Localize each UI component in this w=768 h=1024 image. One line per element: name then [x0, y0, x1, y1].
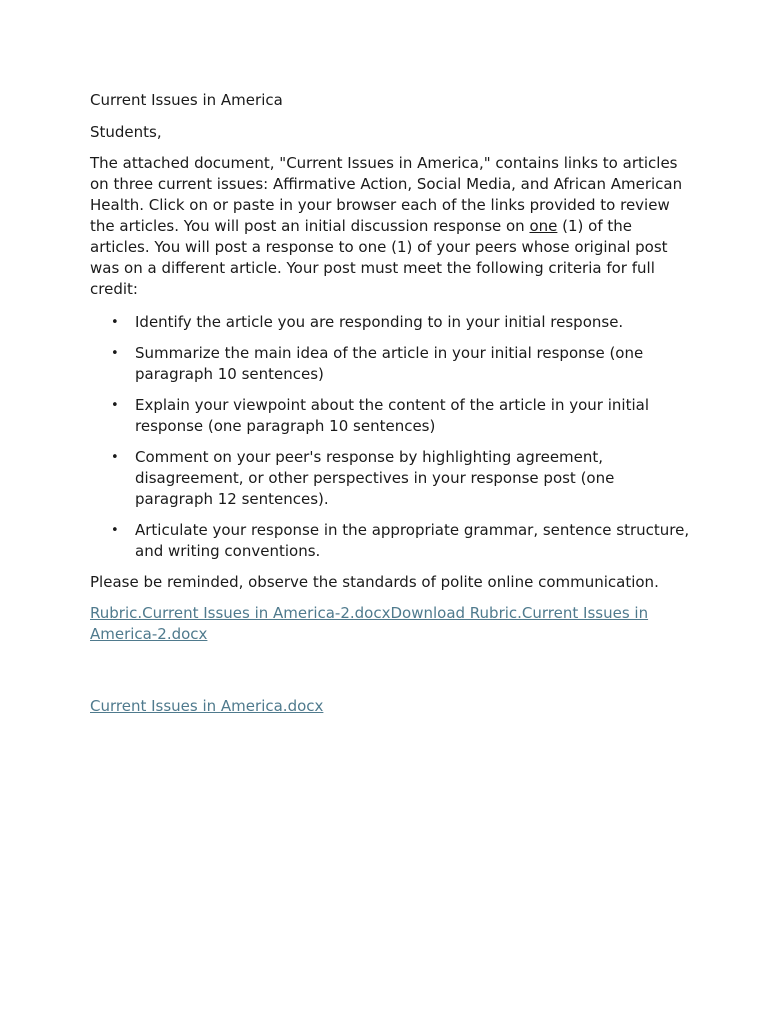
bullet-icon: • — [111, 398, 119, 413]
criteria-list — [90, 312, 690, 562]
intro-text-part2: (1) of the articles. You will post a response to one (1) of your peers whose original post was on a different article. Your post must meet the following criteria for full credit: — [90, 217, 668, 298]
reminder-text: Please be reminded, observe the standards of polite online communication. — [90, 573, 659, 591]
criteria-item — [90, 520, 690, 562]
assignment-document — [90, 90, 690, 727]
rubric-link-paragraph — [90, 603, 690, 645]
blank-spacer — [90, 655, 690, 696]
intro-emphasis-one: one — [529, 217, 558, 235]
bullet-icon: • — [111, 523, 119, 538]
criteria-item — [90, 447, 690, 510]
rubric-download-link[interactable]: Rubric.Current Issues in America-2.docxDownload Rubric.Current Issues in America-2.docx — [90, 604, 649, 643]
criteria-item — [90, 343, 690, 385]
criteria-item — [90, 312, 690, 333]
document-link-paragraph — [90, 696, 690, 717]
intro-paragraph — [90, 153, 690, 300]
bullet-icon: • — [111, 346, 119, 361]
criteria-item-text: Articulate your response in the appropriate grammar, sentence structure, and writing conventions. — [135, 521, 690, 560]
current-issues-document-link[interactable]: Current Issues in America.docx — [90, 697, 324, 715]
criteria-item-text: Explain your viewpoint about the content of the article in your initial response (one paragraph 10 sentences) — [135, 396, 649, 435]
criteria-item-text: Summarize the main idea of the article in your initial response (one paragraph 10 sentences) — [135, 344, 644, 383]
bullet-icon: • — [111, 450, 119, 465]
criteria-item-text: Comment on your peer's response by highlighting agreement, disagreement, or other perspectives in your response post (one paragraph 12 sentences). — [135, 448, 615, 508]
criteria-item — [90, 395, 690, 437]
document-title: Current Issues in America — [90, 91, 283, 109]
criteria-item-text: Identify the article you are responding to in your initial response. — [135, 313, 624, 331]
greeting-text: Students, — [90, 123, 162, 141]
bullet-icon: • — [111, 315, 119, 330]
intro-text-part1: The attached document, "Current Issues in America," contains links to articles on three current issues: Affirmative Action, Social Media, and African American Health. Click on or paste in your browser each of the links provided to review the articles. You will post an initial discussion response on — [90, 154, 683, 235]
